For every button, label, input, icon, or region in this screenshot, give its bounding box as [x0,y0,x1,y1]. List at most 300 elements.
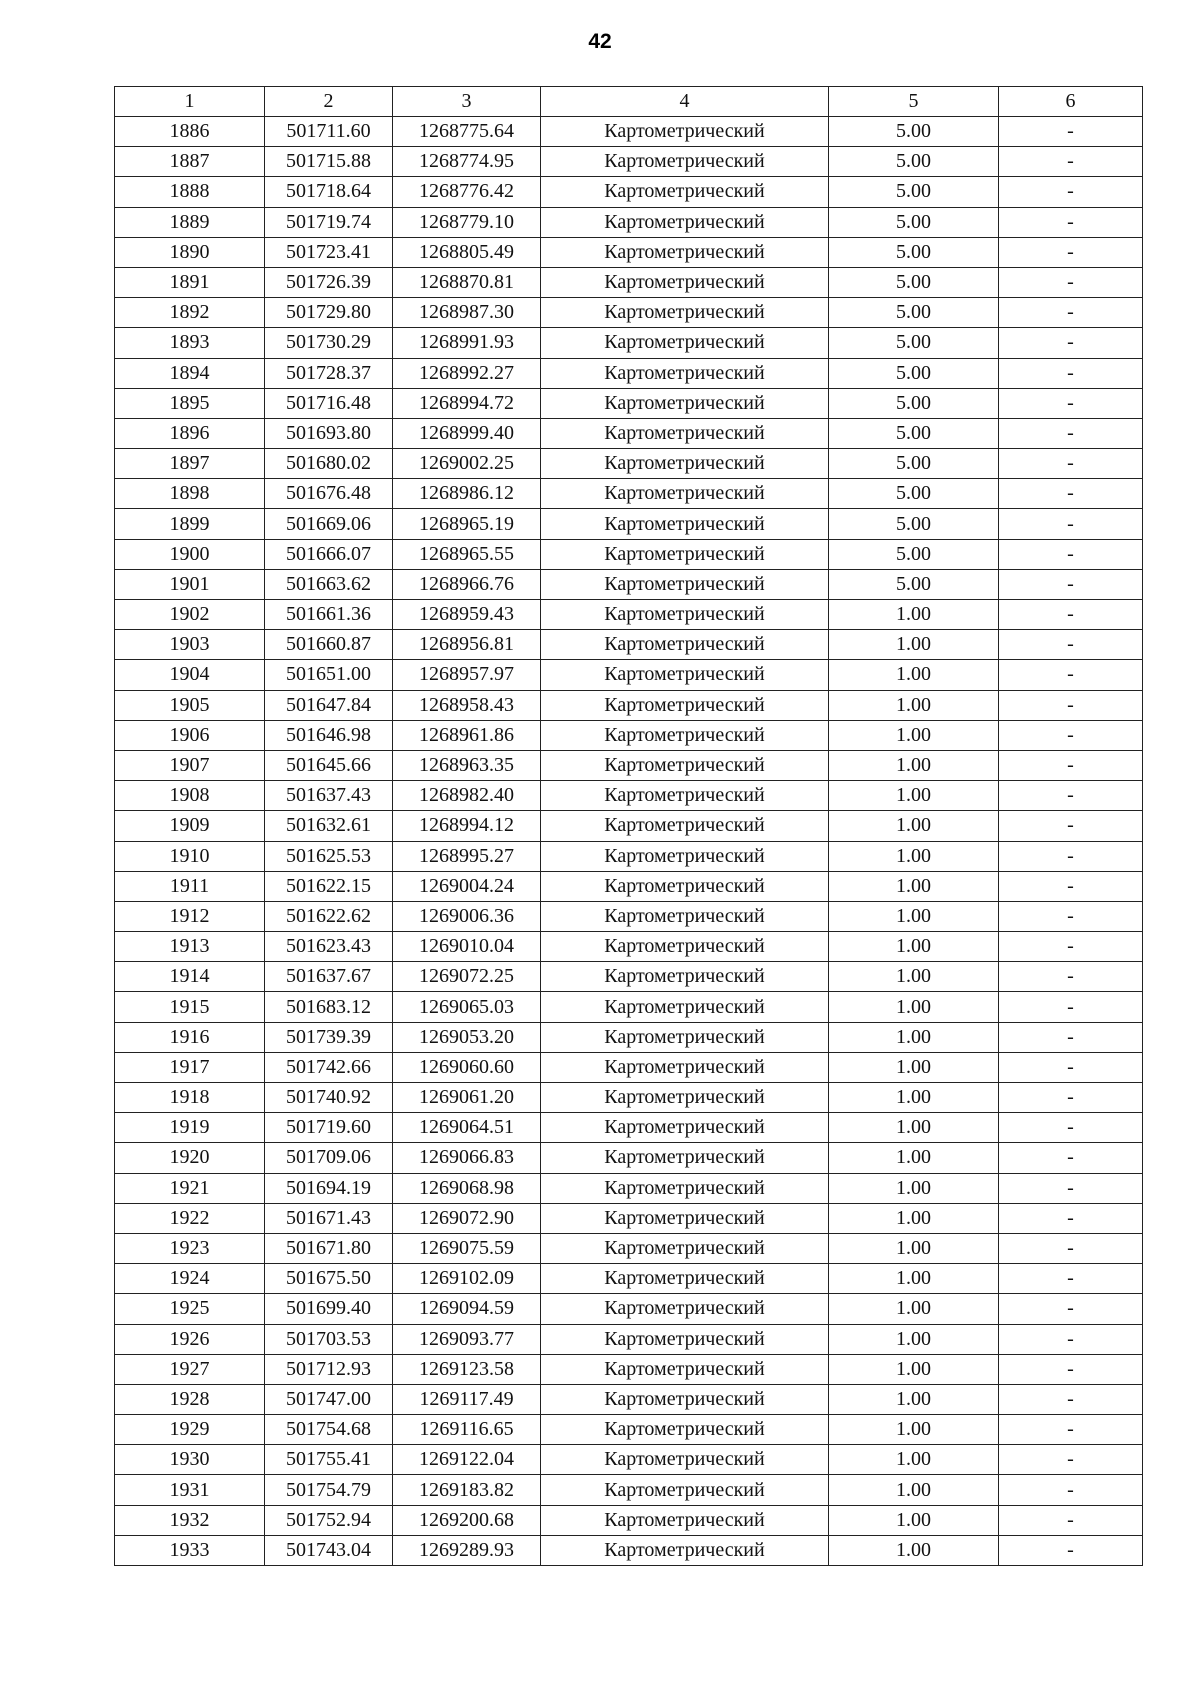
accuracy-cell: 1.00 [829,1294,999,1324]
accuracy-cell: 1.00 [829,962,999,992]
method-cell: Картометрический [541,1384,829,1414]
x-coordinate-cell: 501728.37 [265,358,393,388]
x-coordinate-cell: 501637.43 [265,781,393,811]
accuracy-cell: 1.00 [829,1203,999,1233]
y-coordinate-cell: 1269072.90 [393,1203,541,1233]
point-number-cell: 1932 [115,1505,265,1535]
point-number-cell: 1894 [115,358,265,388]
point-number-cell: 1889 [115,207,265,237]
y-coordinate-cell: 1268959.43 [393,600,541,630]
accuracy-cell: 1.00 [829,630,999,660]
y-coordinate-cell: 1268986.12 [393,479,541,509]
x-coordinate-cell: 501699.40 [265,1294,393,1324]
accuracy-cell: 1.00 [829,1264,999,1294]
note-cell: - [999,539,1143,569]
y-coordinate-cell: 1269053.20 [393,1022,541,1052]
x-coordinate-cell: 501755.41 [265,1445,393,1475]
table-row [115,237,1143,267]
note-cell: - [999,1384,1143,1414]
note-cell: - [999,932,1143,962]
method-cell: Картометрический [541,932,829,962]
point-number-cell: 1931 [115,1475,265,1505]
note-cell: - [999,630,1143,660]
y-coordinate-cell: 1268956.81 [393,630,541,660]
accuracy-cell: 1.00 [829,1535,999,1565]
point-number-cell: 1921 [115,1173,265,1203]
note-cell: - [999,328,1143,358]
note-cell: - [999,660,1143,690]
method-cell: Картометрический [541,1233,829,1263]
y-coordinate-cell: 1269094.59 [393,1294,541,1324]
table-row [115,600,1143,630]
note-cell: - [999,750,1143,780]
note-cell: - [999,1354,1143,1384]
y-coordinate-cell: 1268965.55 [393,539,541,569]
x-coordinate-cell: 501660.87 [265,630,393,660]
point-number-cell: 1924 [115,1264,265,1294]
accuracy-cell: 1.00 [829,600,999,630]
method-cell: Картометрический [541,569,829,599]
note-cell: - [999,1143,1143,1173]
method-cell: Картометрический [541,1203,829,1233]
method-cell: Картометрический [541,1022,829,1052]
y-coordinate-cell: 1269066.83 [393,1143,541,1173]
y-coordinate-cell: 1268991.93 [393,328,541,358]
method-cell: Картометрический [541,1264,829,1294]
x-coordinate-cell: 501754.68 [265,1415,393,1445]
point-number-cell: 1905 [115,690,265,720]
y-coordinate-cell: 1269122.04 [393,1445,541,1475]
y-coordinate-cell: 1269072.25 [393,962,541,992]
method-cell: Картометрический [541,479,829,509]
table-row [115,117,1143,147]
table-row [115,147,1143,177]
table-row [115,1535,1143,1565]
method-cell: Картометрический [541,1173,829,1203]
y-coordinate-cell: 1269200.68 [393,1505,541,1535]
note-cell: - [999,1203,1143,1233]
header-row [115,87,1143,117]
method-cell: Картометрический [541,509,829,539]
table-row [115,660,1143,690]
method-cell: Картометрический [541,992,829,1022]
x-coordinate-cell: 501680.02 [265,449,393,479]
note-cell: - [999,479,1143,509]
note-cell: - [999,237,1143,267]
x-coordinate-cell: 501742.66 [265,1052,393,1082]
x-coordinate-cell: 501711.60 [265,117,393,147]
x-coordinate-cell: 501739.39 [265,1022,393,1052]
method-cell: Картометрический [541,901,829,931]
x-coordinate-cell: 501754.79 [265,1475,393,1505]
accuracy-cell: 1.00 [829,1052,999,1082]
page-number: 42 [588,30,612,53]
note-cell: - [999,1052,1143,1082]
y-coordinate-cell: 1268870.81 [393,267,541,297]
method-cell: Картометрический [541,841,829,871]
note-cell: - [999,177,1143,207]
x-coordinate-cell: 501718.64 [265,177,393,207]
method-cell: Картометрический [541,358,829,388]
accuracy-cell: 5.00 [829,267,999,297]
point-number-cell: 1900 [115,539,265,569]
table-row [115,1384,1143,1414]
accuracy-cell: 5.00 [829,388,999,418]
accuracy-cell: 1.00 [829,992,999,1022]
y-coordinate-cell: 1268957.97 [393,660,541,690]
note-cell: - [999,1415,1143,1445]
x-coordinate-cell: 501647.84 [265,690,393,720]
accuracy-cell: 1.00 [829,660,999,690]
accuracy-cell: 1.00 [829,1173,999,1203]
accuracy-cell: 1.00 [829,690,999,720]
column-header-5: 5 [829,87,999,117]
note-cell: - [999,1475,1143,1505]
x-coordinate-cell: 501715.88 [265,147,393,177]
x-coordinate-cell: 501719.74 [265,207,393,237]
point-number-cell: 1903 [115,630,265,660]
table-row [115,1445,1143,1475]
y-coordinate-cell: 1269183.82 [393,1475,541,1505]
point-number-cell: 1933 [115,1535,265,1565]
accuracy-cell: 1.00 [829,781,999,811]
x-coordinate-cell: 501623.43 [265,932,393,962]
method-cell: Картометрический [541,539,829,569]
table-body [115,117,1143,1566]
table-row [115,1233,1143,1263]
point-number-cell: 1891 [115,267,265,297]
accuracy-cell: 1.00 [829,1113,999,1143]
note-cell: - [999,1294,1143,1324]
note-cell: - [999,418,1143,448]
y-coordinate-cell: 1269068.98 [393,1173,541,1203]
point-number-cell: 1928 [115,1384,265,1414]
y-coordinate-cell: 1268805.49 [393,237,541,267]
point-number-cell: 1909 [115,811,265,841]
x-coordinate-cell: 501709.06 [265,1143,393,1173]
point-number-cell: 1915 [115,992,265,1022]
method-cell: Картометрический [541,1143,829,1173]
note-cell: - [999,992,1143,1022]
table-row [115,1354,1143,1384]
table-row [115,418,1143,448]
note-cell: - [999,1535,1143,1565]
table-row [115,298,1143,328]
method-cell: Картометрический [541,328,829,358]
x-coordinate-cell: 501703.53 [265,1324,393,1354]
point-number-cell: 1925 [115,1294,265,1324]
note-cell: - [999,1505,1143,1535]
x-coordinate-cell: 501671.43 [265,1203,393,1233]
method-cell: Картометрический [541,298,829,328]
table-row [115,358,1143,388]
accuracy-cell: 5.00 [829,418,999,448]
table-row [115,1505,1143,1535]
note-cell: - [999,962,1143,992]
accuracy-cell: 1.00 [829,871,999,901]
table-row [115,871,1143,901]
accuracy-cell: 5.00 [829,207,999,237]
accuracy-cell: 1.00 [829,1083,999,1113]
x-coordinate-cell: 501637.67 [265,962,393,992]
point-number-cell: 1927 [115,1354,265,1384]
note-cell: - [999,1264,1143,1294]
point-number-cell: 1886 [115,117,265,147]
y-coordinate-cell: 1268987.30 [393,298,541,328]
table-row [115,841,1143,871]
accuracy-cell: 5.00 [829,147,999,177]
accuracy-cell: 1.00 [829,750,999,780]
accuracy-cell: 5.00 [829,237,999,267]
accuracy-cell: 1.00 [829,1415,999,1445]
note-cell: - [999,720,1143,750]
method-cell: Картометрический [541,418,829,448]
method-cell: Картометрический [541,1475,829,1505]
method-cell: Картометрический [541,720,829,750]
table-row [115,177,1143,207]
method-cell: Картометрический [541,962,829,992]
point-number-cell: 1910 [115,841,265,871]
y-coordinate-cell: 1269002.25 [393,449,541,479]
table-row [115,267,1143,297]
method-cell: Картометрический [541,811,829,841]
x-coordinate-cell: 501730.29 [265,328,393,358]
point-number-cell: 1912 [115,901,265,931]
y-coordinate-cell: 1268779.10 [393,207,541,237]
note-cell: - [999,1445,1143,1475]
accuracy-cell: 5.00 [829,177,999,207]
accuracy-cell: 5.00 [829,117,999,147]
method-cell: Картометрический [541,1415,829,1445]
table-row [115,992,1143,1022]
method-cell: Картометрический [541,1505,829,1535]
y-coordinate-cell: 1269065.03 [393,992,541,1022]
point-number-cell: 1920 [115,1143,265,1173]
y-coordinate-cell: 1268775.64 [393,117,541,147]
y-coordinate-cell: 1269064.51 [393,1113,541,1143]
point-number-cell: 1911 [115,871,265,901]
accuracy-cell: 1.00 [829,1384,999,1414]
note-cell: - [999,1083,1143,1113]
note-cell: - [999,449,1143,479]
x-coordinate-cell: 501675.50 [265,1264,393,1294]
y-coordinate-cell: 1269102.09 [393,1264,541,1294]
point-number-cell: 1916 [115,1022,265,1052]
point-number-cell: 1888 [115,177,265,207]
y-coordinate-cell: 1268982.40 [393,781,541,811]
method-cell: Картометрический [541,781,829,811]
x-coordinate-cell: 501752.94 [265,1505,393,1535]
y-coordinate-cell: 1268994.72 [393,388,541,418]
x-coordinate-cell: 501723.41 [265,237,393,267]
y-coordinate-cell: 1269010.04 [393,932,541,962]
x-coordinate-cell: 501676.48 [265,479,393,509]
table-row [115,1022,1143,1052]
y-coordinate-cell: 1268994.12 [393,811,541,841]
y-coordinate-cell: 1268966.76 [393,569,541,599]
point-number-cell: 1919 [115,1113,265,1143]
point-number-cell: 1898 [115,479,265,509]
method-cell: Картометрический [541,207,829,237]
method-cell: Картометрический [541,1052,829,1082]
accuracy-cell: 5.00 [829,509,999,539]
method-cell: Картометрический [541,449,829,479]
point-number-cell: 1907 [115,750,265,780]
note-cell: - [999,267,1143,297]
column-header-2: 2 [265,87,393,117]
table-row [115,1264,1143,1294]
table-row [115,328,1143,358]
accuracy-cell: 5.00 [829,539,999,569]
x-coordinate-cell: 501743.04 [265,1535,393,1565]
x-coordinate-cell: 501671.80 [265,1233,393,1263]
accuracy-cell: 5.00 [829,328,999,358]
x-coordinate-cell: 501646.98 [265,720,393,750]
x-coordinate-cell: 501622.62 [265,901,393,931]
table-row [115,690,1143,720]
method-cell: Картометрический [541,630,829,660]
coordinates-table [114,86,1143,1566]
table-row [115,720,1143,750]
method-cell: Картометрический [541,600,829,630]
table-row [115,1203,1143,1233]
note-cell: - [999,1324,1143,1354]
point-number-cell: 1922 [115,1203,265,1233]
note-cell: - [999,871,1143,901]
y-coordinate-cell: 1268774.95 [393,147,541,177]
method-cell: Картометрический [541,117,829,147]
table-row [115,630,1143,660]
table-row [115,1294,1143,1324]
y-coordinate-cell: 1269004.24 [393,871,541,901]
x-coordinate-cell: 501661.36 [265,600,393,630]
accuracy-cell: 5.00 [829,358,999,388]
y-coordinate-cell: 1268776.42 [393,177,541,207]
point-number-cell: 1896 [115,418,265,448]
x-coordinate-cell: 501669.06 [265,509,393,539]
point-number-cell: 1892 [115,298,265,328]
note-cell: - [999,1113,1143,1143]
method-cell: Картометрический [541,750,829,780]
accuracy-cell: 1.00 [829,1324,999,1354]
accuracy-cell: 5.00 [829,298,999,328]
point-number-cell: 1926 [115,1324,265,1354]
column-header-3: 3 [393,87,541,117]
y-coordinate-cell: 1269289.93 [393,1535,541,1565]
table-row [115,901,1143,931]
point-number-cell: 1908 [115,781,265,811]
column-header-4: 4 [541,87,829,117]
x-coordinate-cell: 501729.80 [265,298,393,328]
table-row [115,569,1143,599]
point-number-cell: 1918 [115,1083,265,1113]
note-cell: - [999,298,1143,328]
y-coordinate-cell: 1268992.27 [393,358,541,388]
note-cell: - [999,569,1143,599]
point-number-cell: 1899 [115,509,265,539]
note-cell: - [999,117,1143,147]
point-number-cell: 1929 [115,1415,265,1445]
accuracy-cell: 1.00 [829,1022,999,1052]
method-cell: Картометрический [541,1324,829,1354]
table-row [115,207,1143,237]
x-coordinate-cell: 501726.39 [265,267,393,297]
point-number-cell: 1890 [115,237,265,267]
note-cell: - [999,781,1143,811]
y-coordinate-cell: 1269075.59 [393,1233,541,1263]
table-row [115,1113,1143,1143]
table-row [115,932,1143,962]
table-row [115,1415,1143,1445]
table-row [115,1324,1143,1354]
accuracy-cell: 1.00 [829,1143,999,1173]
method-cell: Картометрический [541,1083,829,1113]
method-cell: Картометрический [541,660,829,690]
note-cell: - [999,901,1143,931]
method-cell: Картометрический [541,1535,829,1565]
accuracy-cell: 1.00 [829,841,999,871]
point-number-cell: 1902 [115,600,265,630]
accuracy-cell: 1.00 [829,901,999,931]
point-number-cell: 1917 [115,1052,265,1082]
y-coordinate-cell: 1269060.60 [393,1052,541,1082]
note-cell: - [999,509,1143,539]
accuracy-cell: 1.00 [829,1475,999,1505]
table-row [115,1083,1143,1113]
method-cell: Картометрический [541,237,829,267]
method-cell: Картометрический [541,1113,829,1143]
y-coordinate-cell: 1269123.58 [393,1354,541,1384]
accuracy-cell: 1.00 [829,1354,999,1384]
accuracy-cell: 1.00 [829,1505,999,1535]
note-cell: - [999,358,1143,388]
table-row [115,388,1143,418]
table-row [115,750,1143,780]
point-number-cell: 1913 [115,932,265,962]
accuracy-cell: 5.00 [829,479,999,509]
x-coordinate-cell: 501651.00 [265,660,393,690]
x-coordinate-cell: 501716.48 [265,388,393,418]
x-coordinate-cell: 501747.00 [265,1384,393,1414]
note-cell: - [999,1173,1143,1203]
point-number-cell: 1906 [115,720,265,750]
method-cell: Картометрический [541,690,829,720]
method-cell: Картометрический [541,1294,829,1324]
note-cell: - [999,690,1143,720]
accuracy-cell: 1.00 [829,720,999,750]
accuracy-cell: 1.00 [829,932,999,962]
point-number-cell: 1901 [115,569,265,599]
note-cell: - [999,207,1143,237]
table-row [115,449,1143,479]
y-coordinate-cell: 1268963.35 [393,750,541,780]
table-header [115,87,1143,117]
x-coordinate-cell: 501663.62 [265,569,393,599]
method-cell: Картометрический [541,871,829,901]
table-row [115,1052,1143,1082]
note-cell: - [999,600,1143,630]
point-number-cell: 1904 [115,660,265,690]
y-coordinate-cell: 1268995.27 [393,841,541,871]
table-row [115,479,1143,509]
y-coordinate-cell: 1269061.20 [393,1083,541,1113]
y-coordinate-cell: 1269006.36 [393,901,541,931]
note-cell: - [999,147,1143,177]
table-row [115,781,1143,811]
method-cell: Картометрический [541,147,829,177]
method-cell: Картометрический [541,1354,829,1384]
x-coordinate-cell: 501625.53 [265,841,393,871]
